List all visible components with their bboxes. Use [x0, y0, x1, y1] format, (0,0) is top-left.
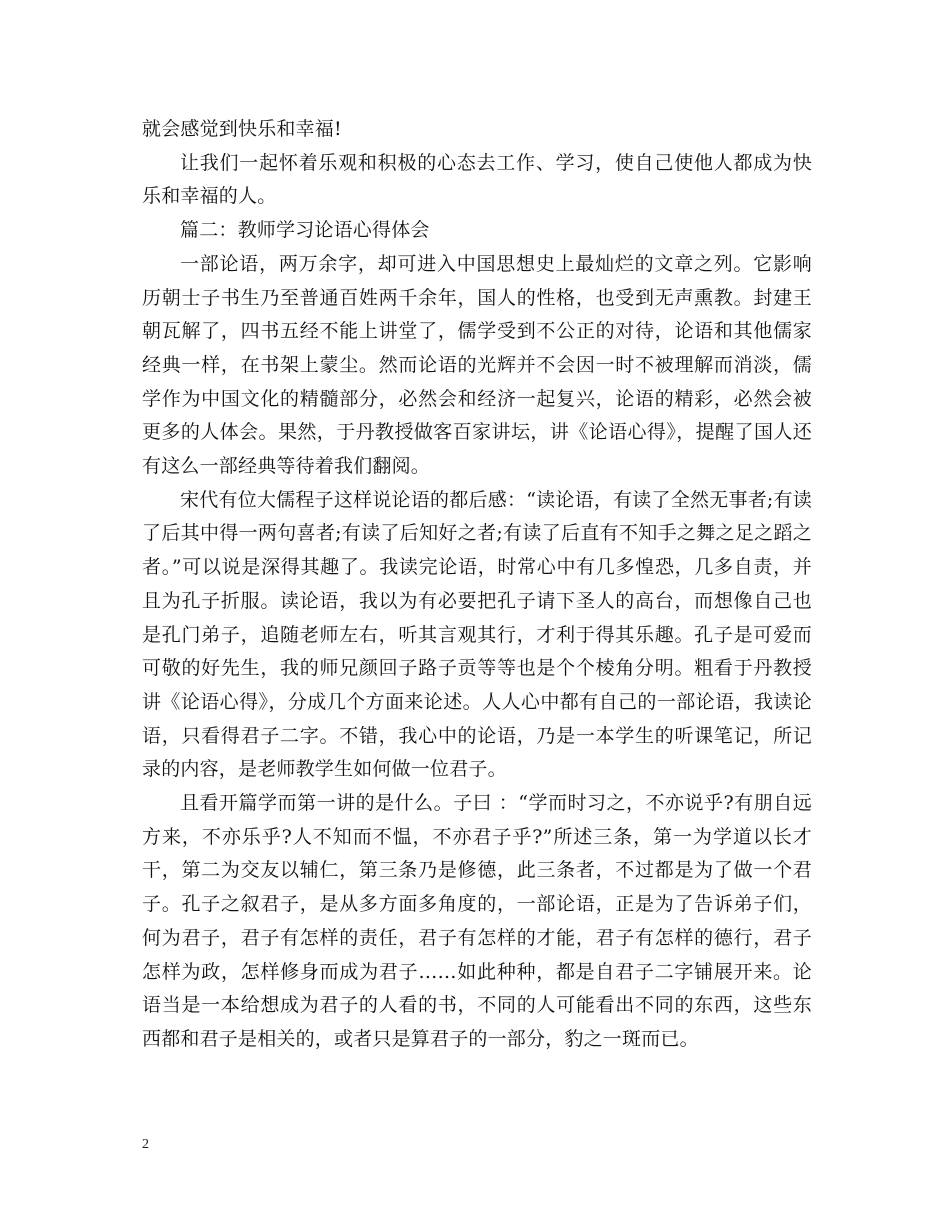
section-heading: 篇二：教师学习论语心得体会	[180, 219, 430, 242]
paragraph-chengzi: 宋代有位大儒程子这样说论语的都后感：“读论语，有读了全然无事者;有读了后其中得一两句喜者;有读了后知好之者;有读了后直有不知手之舞之足之蹈之者。”可以说是深得其趣了。我读完论语，时常心中有几多惶恐，几多自责，并且为孔子折服。读论语，我以为有必要把孔子请下圣人的高台，而想像自己也是孔门弟子，追随老师左右，听其言观其行，才利于得其乐趣。孔子是可爱而可敬的好先生，我的师兄颜回子路子贡等等也是个个棱角分明。粗看于丹教授讲《论语心得》，分成几个方面来论述。人人心中都有自己的一部论语，我读论语，只看得君子二字。不错，我心中的论语，乃是一本学生的听课笔记，所记录的内容，是老师教学生如何做一位君子。	[142, 488, 812, 781]
paragraph-closing: 让我们一起怀着乐观和积极的心态去工作、学习，使自己使他人都成为快乐和幸福的人。	[142, 151, 812, 208]
paragraph-xueer: 且看开篇学而第一讲的是什么。子曰 ：“学而时习之，不亦说乎?有朋自远方来，不亦乐乎?人不知而不愠，不亦君子乎?”所述三条，第一为学道以长才干，第二为交友以辅仁，第三条乃是修德，此三条者，不过都是为了做一个君子。孔子之叙君子，是从多方面多角度的，一部论语，正是为了告诉弟子们，何为君子，君子有怎样的责任，君子有怎样的才能，君子有怎样的德行，君子怎样为政，怎样修身而成为君子……如此种种，都是自君子二字铺展开来。论语当是一本给想成为君子的人看的书，不同的人可能看出不同的东西，这些东西都和君子是相关的，或者只是算君子的一部分，豹之一斑而已。	[142, 792, 812, 1050]
page-number: 2	[142, 1137, 149, 1152]
document-body	[142, 113, 812, 1057]
paragraph-intro: 一部论语，两万余字，却可进入中国思想史上最灿烂的文章之列。它影响历朝士子书生乃至普通百姓两千余年，国人的性格，也受到无声熏教。封建王朝瓦解了，四书五经不能上讲堂了，儒学受到不公正的对待，论语和其他儒家经典一样，在书架上蒙尘。然而论语的光辉并不会因一时不被理解而消淡，儒学作为中国文化的精髓部分，必然会和经济一起复兴，论语的精彩，必然会被更多的人体会。果然，于丹教授做客百家讲坛，讲《论语心得》，提醒了国人还有这么一部经典等待着我们翻阅。	[142, 252, 812, 478]
paragraph-continuation: 就会感觉到快乐和幸福!	[142, 118, 342, 140]
